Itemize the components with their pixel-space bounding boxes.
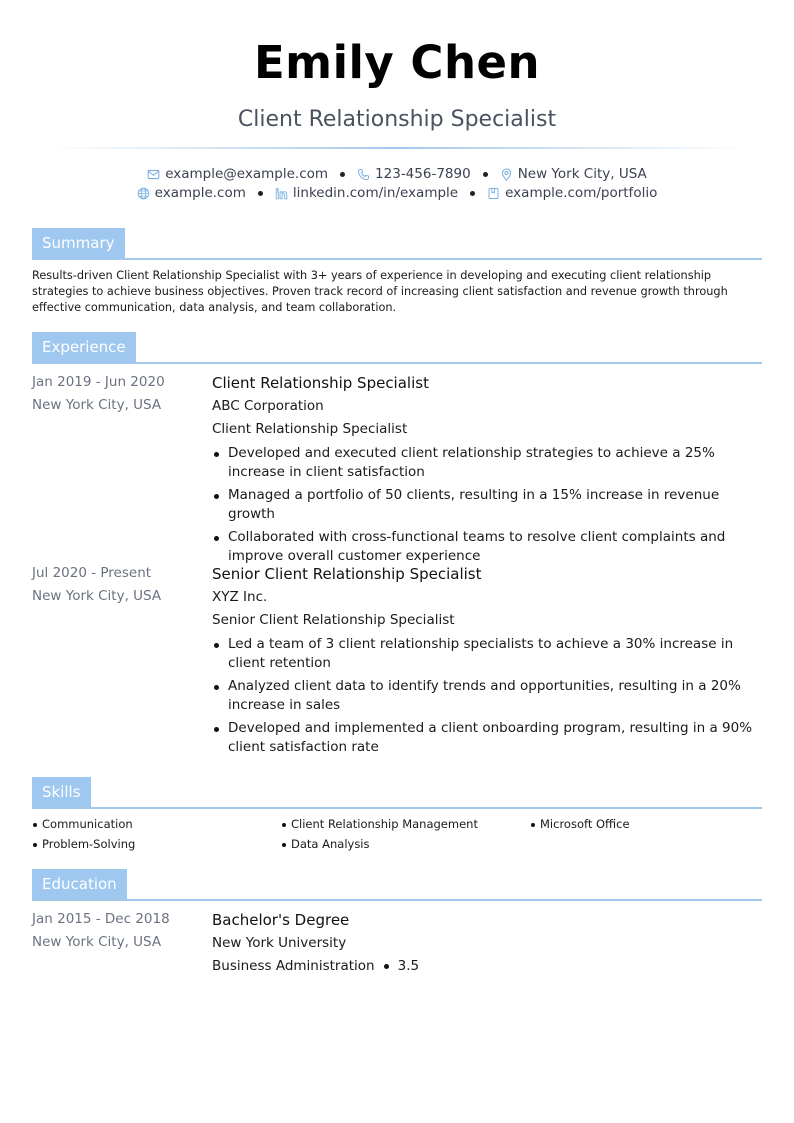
entry-role: Senior Client Relationship Specialist [212,565,482,583]
section-rule [32,258,762,260]
section-title: Summary [32,228,125,260]
section-header-education [32,869,762,901]
skill-item: Client Relationship Management [281,817,530,832]
separator-dot [258,191,263,196]
globe-icon [137,187,150,200]
separator-dot [340,172,345,177]
bookmark-icon [487,187,500,200]
skill-item: Data Analysis [281,837,530,852]
section-rule [32,899,762,901]
linkedin-text: linkedin.com/in/example [292,185,459,201]
candidate-name: Emily Chen [253,36,541,89]
contact-website[interactable] [137,185,246,201]
section-header-summary [32,228,762,260]
contact-phone[interactable] [357,166,471,182]
website-text: example.com [154,185,246,201]
job-title: Client Relationship Specialist [237,107,557,132]
section-header-skills [32,777,762,809]
entry-dates: Jan 2019 - Jun 2020 [32,374,165,390]
separator-dot [384,964,389,969]
envelope-icon [147,168,160,181]
entry-dates: Jan 2015 - Dec 2018 [32,911,170,927]
entry-position: Client Relationship Specialist [212,421,408,437]
skill-item: Communication [32,817,281,832]
entry-field-gpa [212,958,762,981]
header-divider [48,147,746,149]
skills-list [32,817,772,852]
contact-row-2 [0,185,794,201]
skill-item: Microsoft Office [530,817,760,832]
entry-location: New York City, USA [32,397,162,413]
entry-degree: Bachelor's Degree [212,911,350,929]
entry-bullets [212,444,762,566]
location-text: New York City, USA [517,166,647,182]
entry-company: ABC Corporation [212,398,324,414]
email-text: example@example.com [165,166,329,182]
section-title: Skills [32,777,91,809]
section-rule [32,807,762,809]
separator-dot [470,191,475,196]
bullet-item: Analyzed client data to identify trends and opportunities, resulting in a 20% increase in sales [212,677,762,715]
separator-dot [483,172,488,177]
entry-location: New York City, USA [32,588,162,604]
contact-location [500,166,647,182]
entry-location: New York City, USA [32,934,162,950]
contact-row-1 [0,166,794,182]
bullet-item: Developed and implemented a client onboarding program, resulting in a 90% client satisfaction rate [212,719,762,757]
section-rule [32,362,762,364]
contact-portfolio[interactable] [487,185,657,201]
section-header-experience [32,332,762,364]
bullet-item: Managed a portfolio of 50 clients, resulting in a 15% increase in revenue growth [212,486,762,524]
entry-dates: Jul 2020 - Present [32,565,152,581]
gpa-value: 3.5 [397,958,420,974]
section-title: Experience [32,332,136,364]
bullet-item: Collaborated with cross-functional teams to resolve client complaints and improve overall customer experience [212,528,762,566]
entry-school: New York University [212,935,347,951]
entry-bullets [212,635,762,757]
entry-role: Client Relationship Specialist [212,374,429,392]
contact-linkedin[interactable] [275,185,458,201]
bullet-item: Developed and executed client relationship strategies to achieve a 25% increase in client satisfaction [212,444,762,482]
section-title: Education [32,869,127,901]
field-of-study: Business Administration [212,958,375,974]
phone-text: 123-456-7890 [375,166,471,182]
portfolio-text: example.com/portfolio [505,185,658,201]
skill-item: Problem-Solving [32,837,281,852]
entry-position: Senior Client Relationship Specialist [212,612,455,628]
summary-text: Results-driven Client Relationship Specialist with 3+ years of experience in developing and executing client relationship strategies to achieve business objectives. Proven track record of increasing client satisfaction and revenue growth through effective communication, data analysis, and team collaboration. [32,269,728,314]
contact-email[interactable] [147,166,328,182]
linkedin-icon [275,187,288,200]
map-pin-icon [500,168,513,181]
phone-icon [357,168,370,181]
bullet-item: Led a team of 3 client relationship specialists to achieve a 30% increase in client retention [212,635,762,673]
entry-company: XYZ Inc. [212,589,268,605]
